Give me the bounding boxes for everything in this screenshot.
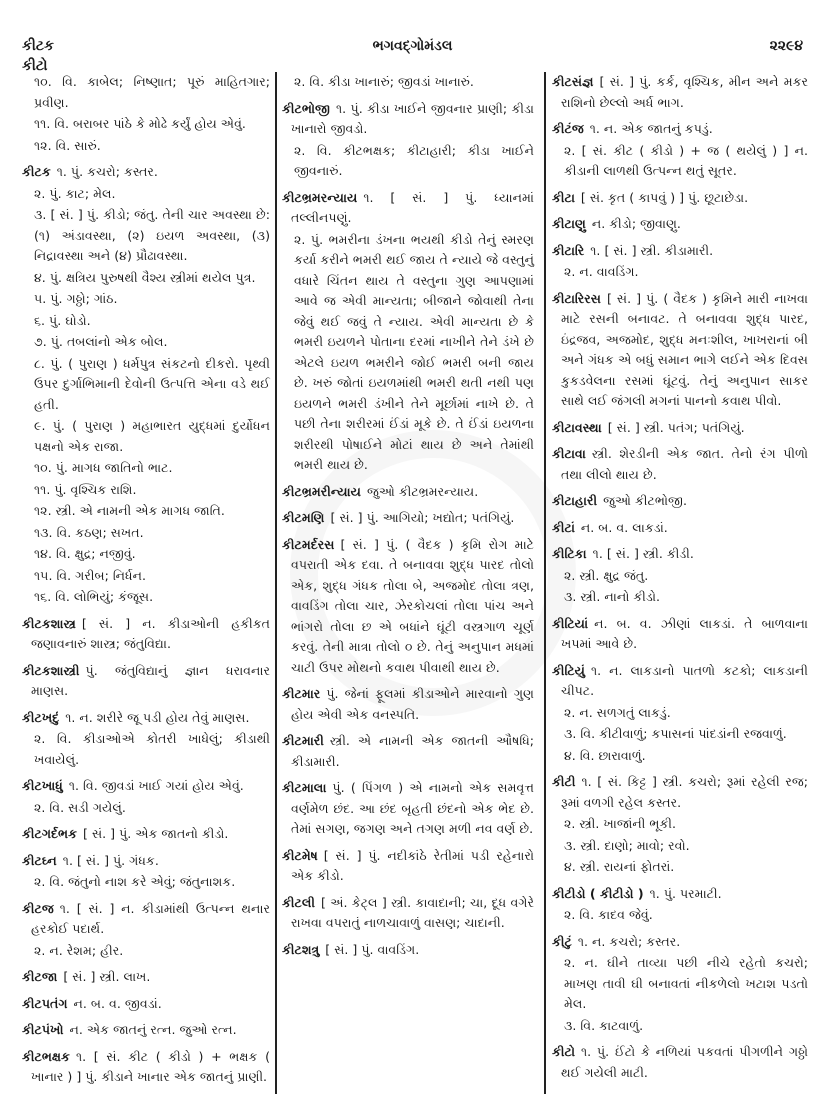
headword: કીટપતંગ xyxy=(22,995,68,1011)
definition-text: ૧. ન. લાકડાનો પાતળો કટકો; લાકડાની ચીપટ. xyxy=(561,662,808,698)
dictionary-entry xyxy=(282,684,534,725)
entry-sense xyxy=(22,205,270,267)
entry-sense xyxy=(22,480,270,501)
definition-text: ૧. ન. કચરો; કસ્તર. xyxy=(577,933,681,949)
headword: કીટજા xyxy=(22,969,58,984)
dictionary-entry xyxy=(282,508,534,529)
entry-sense xyxy=(552,724,808,745)
definition-text: ૨. વિ. કીટભક્ષક; કીટાહારી; કીડા ખાઈને જીવનારું. xyxy=(294,142,534,178)
headword: કીટાં xyxy=(552,519,575,535)
definition-text: ૧. ન. એક જાતનું કપડું. xyxy=(589,121,713,136)
definition-text: ૬. પું. ઘોડો. xyxy=(34,312,91,328)
definition-text: ૧. [ સં. કિટ્ટ ] સ્ત્રી. કચરો; રૂમાં રહેલી રજ; રૂમાં વળગી રહેલ કસ્તર. xyxy=(561,774,808,810)
headword: કીટું xyxy=(552,933,572,949)
dictionary-entry xyxy=(552,614,808,655)
definition-text: પું. જંતુવિદ્યાનું જ્ઞાન ધરાવનાર માણસ. xyxy=(31,662,270,698)
entry-sense xyxy=(22,872,270,893)
entry-sense xyxy=(552,857,808,878)
definition-text: ૧. પું. કીડા ખાઈને જીવનાર પ્રાણી; કીડા ખાનારો જીવડો. xyxy=(291,100,534,136)
entry-sense xyxy=(552,141,808,182)
dictionary-entry xyxy=(552,289,808,412)
entry-sense xyxy=(22,311,270,332)
entry-sense xyxy=(552,905,808,926)
entry-sense xyxy=(22,184,270,205)
dictionary-entry xyxy=(282,188,534,229)
headword: કીટીડો ( કીટીડો ) xyxy=(552,885,644,901)
definition-text: જુઓ કીટભ્રમરન્યાય. xyxy=(366,483,479,499)
definition-text: ૧. [ સં. ] પું. ધ્યાનમાં તલ્લીનપણું. xyxy=(291,189,534,225)
dictionary-entry xyxy=(552,544,808,565)
definition-text: ૨. સ્ત્રી. ક્ષુદ્ર જંતુ. xyxy=(564,567,649,583)
page-number: ૨૨૯૪ xyxy=(769,38,803,54)
entry-sense xyxy=(22,587,270,608)
entry-sense xyxy=(22,268,270,289)
definition-text: ૧. પું. પરમાટી. xyxy=(649,885,722,901)
dictionary-entry xyxy=(282,846,534,887)
entry-sense xyxy=(22,332,270,353)
definition-text: ૧૧. વિ. બરાબર પાંઠે કે મોઢે કર્યું હોય એવું. xyxy=(34,116,246,131)
dictionary-entry xyxy=(552,518,808,539)
headword: કીટકશાસ્ત્ર xyxy=(22,615,76,631)
entry-sense xyxy=(552,814,808,835)
definition-text: ૧૨. વિ. સારું. xyxy=(34,137,101,153)
dictionary-entry xyxy=(22,708,270,729)
definition-text: ૫. પું. ગઠ્ઠો; ગાંઠ. xyxy=(34,291,118,306)
entry-sense xyxy=(22,501,270,522)
headword: કીટારિરસ xyxy=(552,290,601,306)
dictionary-entry xyxy=(22,776,270,797)
entry-sense xyxy=(552,587,808,608)
entry-sense xyxy=(282,230,534,476)
entry-sense xyxy=(22,136,270,157)
definition-text: [ સં. કૃત ( કાપવું ) ] પું. છૂટાછેડા. xyxy=(580,189,749,205)
guide-word-first: કીટક xyxy=(22,38,54,54)
headword: કીટાણુ xyxy=(552,216,586,231)
definition-text: ૨. [ સં. કીટ ( કીડો ) + જ ( થયેલું ) ] ન. કીડાની લાળથી ઉત્પન્ન થતું સૂતર. xyxy=(564,142,808,178)
dictionary-entry xyxy=(282,99,534,140)
headword: કીટમારી xyxy=(282,733,324,748)
definition-text: ૮. પું. ( પુરાણ ) ધર્મપુત્ર સંકટનો દીકરો. પૃથ્વી ઉપર દુર્ગાભિમાની દેવોની ઉત્પત્તિ એના વડે થઈ હતી. xyxy=(34,355,270,412)
entry-sense xyxy=(22,798,270,819)
headword: કીટમણિ xyxy=(282,510,325,525)
definition-text: [ સં. ] સ્ત્રી. લાખ. xyxy=(63,969,151,984)
definition-text: [ સં. ] સ્ત્રી. પતંગ; પતંગિયું. xyxy=(607,419,745,435)
definition-text: ૪. પું. ક્ષત્રિય પુરુષથી વૈશ્ય સ્ત્રીમાં થયેલ પુત્ર. xyxy=(34,269,256,285)
definition-text: ૧. [ સં. ] ન. કીડામાંથી ઉત્પન્ન થનાર હરકોઈ પદાર્થ. xyxy=(31,900,270,936)
dictionary-entry xyxy=(282,940,534,961)
definition-text: ૧. [ સં. કીટ ( કીડો ) + ભક્ષક ( ખાનાર ) ] પું. કીડાને ખાનાર એક જાતનું પ્રાણી. xyxy=(31,1048,270,1084)
headword: કીટગર્દભક xyxy=(22,826,78,841)
dictionary-entry xyxy=(552,214,808,235)
definition-text: પું. ( પિંગળ ) એ નામનો એક સમવૃત્ત વર્ણમેળ છંદ. આ છંદ બૃહતી છંદનો એક ભેદ છે. તેમાં સગણ, જગણ અને તગણ મળી નવ વર્ણ છે. xyxy=(291,780,534,836)
headword: કીટઘ્ન xyxy=(22,852,57,868)
dictionary-entry xyxy=(282,778,534,840)
dictionary-entry xyxy=(22,851,270,872)
definition-text: [ સં. ] પું. ( વૈદક ) કૃમિ રોગ માટે વપરાતી એક દવા. તે બનાવવા શુદ્ધ પારદ તોલો એક, શુદ્ધ ગંધક તોલા બે, અજમોદ તોલા ત્રણ, વાવડિંગ તોલા ચાર, ઝેરકોચલાં તોલા પાંચ અને ભાંગરો તોલા છ એ બધાંને ઘૂંટી વસ્ત્રગાળ ચૂર્ણ કરવું. તેની માત્રા તોલો ૦ છે. તેનું અનુપાન મધમાં ચાટી ઉપર મોથનો કવાથ પીવાથી થાય છે. xyxy=(291,536,534,675)
running-title: ભગવદ્ગોમંડલ xyxy=(372,38,453,54)
headword: કીટજ xyxy=(22,900,54,916)
definition-text: ૨. સ્ત્રી. ખાજાંની ભૂકી. xyxy=(564,816,676,831)
headword: કીટલી xyxy=(282,894,315,910)
entry-sense xyxy=(552,1016,808,1037)
headword: કીટાવા xyxy=(552,446,586,461)
definition-text: ૧. [ સં. ] પું. ગંધક. xyxy=(62,852,159,868)
headword: કીટભક્ષક xyxy=(22,1048,70,1064)
definition-text: [ અં. કેટ્લ ] સ્ત્રી. કાવાદાની; ચા, દૂધ વગેરે રાખવા વપરાતું નાળચાવાળું વાસણ; ચાદાની. xyxy=(291,894,534,930)
entry-sense xyxy=(22,544,270,565)
definition-text: ન. એક જાતનું રત્ન. જુઓ રત્ન. xyxy=(69,1022,237,1037)
definition-text: ૧. પું. કચરો; કસ્તર. xyxy=(56,164,158,179)
headword: કીટભ્રમરીન્યાય xyxy=(282,483,361,499)
headword: કીટાહારી xyxy=(552,493,598,508)
definition-text: ૨. ન. રેશમ; હીર. xyxy=(34,942,124,958)
dictionary-entry xyxy=(22,824,270,845)
definition-text: ૧. વિ. જીવડાં ખાઈ ગયાં હોય એવું. xyxy=(68,778,244,793)
definition-text: ૧. [ સં. ] સ્ત્રી. કીડામારી. xyxy=(590,242,714,258)
headword: કીટિયાં xyxy=(552,615,589,631)
dictionary-entry xyxy=(282,482,534,503)
entry-sense xyxy=(552,746,808,767)
entry-sense xyxy=(552,566,808,587)
entry-sense xyxy=(552,703,808,724)
definition-text: ૩. વિ. કીટીવાળું; કપાસનાં પાંદડાંની રજવાળું. xyxy=(564,726,787,741)
headword: કીટમાર xyxy=(282,686,321,701)
headword: કીટો xyxy=(552,1044,575,1059)
entry-sense xyxy=(552,836,808,857)
headword: કીટક xyxy=(22,164,51,179)
definition-text: ન. બ. વ. ઝીણાં લાકડાં. તે બાળવાના ખપમાં આવે છે. xyxy=(561,615,808,651)
column-divider xyxy=(544,72,546,1094)
entry-sense xyxy=(22,72,270,113)
dictionary-entry xyxy=(552,772,808,813)
definition-text: ૩. સ્ત્રી. દાણો; માવો; રવો. xyxy=(564,837,690,853)
dictionary-entry xyxy=(282,535,534,679)
headword: કીટસંજ્ઞ xyxy=(552,74,594,89)
definition-text: [ સં. ] પું. ( વૈદક ) કૃમિને મારી નાખવા માટે રસની બનાવટ. તે બનાવવા શુદ્ધ પારદ, ઇંદ્રજવ, અજમોદ, શુદ્ધ મનઃશીલ, ખાખરાનાં બી અને ગંધક એ બધું સમાન ભાગે લઈને એક દિવસ કુકડવેલના રસમાં ઘૂંટવું. તેનું અનુપાન સાકર સાથે લઈ જંગલી મગનાં પાનનો કવાથ પીવો. xyxy=(561,290,808,408)
definition-text: ૧. પું. ઈંટો કે નળિયાં પકવતાં પીગળીને ગઠ્ઠો થઈ ગયેલી માટી. xyxy=(561,1044,808,1080)
definition-text: [ સં. ] પું. એક જાતનો કીડો. xyxy=(83,826,229,841)
dictionary-entry xyxy=(22,162,270,183)
definition-text: ૧. [ સં. ] સ્ત્રી. કીડી. xyxy=(592,546,694,561)
definition-text: ૩. સ્ત્રી. નાનો કીડો. xyxy=(564,589,660,604)
guide-word-last: કીટો xyxy=(22,58,48,74)
dictionary-entry xyxy=(22,614,270,655)
entry-sense xyxy=(552,953,808,1015)
definition-text: ન. બ. વ. જીવડાં. xyxy=(73,995,162,1011)
headword: કીટારિ xyxy=(552,242,585,258)
definition-text: ૭. પું. તબલાંનો એક બોલ. xyxy=(34,334,168,349)
definition-text: ૪. સ્ત્રી. રાયનાં ફોતરાં. xyxy=(564,859,675,874)
headword: કીટિયું xyxy=(552,662,585,678)
definition-text: ૨. વિ. કીડા ખાનારું; જીવડાં ખાનારું. xyxy=(294,74,474,89)
headword: કીટખદું xyxy=(22,709,60,725)
definition-text: ન. કીડો; જીવાણુ. xyxy=(591,216,681,231)
definition-text: ૧૪. વિ. ક્ષુદ્ર; નજીવું. xyxy=(34,546,136,561)
entry-sense xyxy=(22,523,270,544)
entry-sense xyxy=(22,941,270,962)
headword: કીટભ્રમરન્યાય xyxy=(282,189,358,205)
dictionary-entry xyxy=(552,884,808,905)
dictionary-entry xyxy=(552,241,808,262)
definition-text: જુઓ કીટભોજી. xyxy=(603,493,687,508)
headword: કીટશત્રુ xyxy=(282,941,320,957)
entry-sense xyxy=(282,141,534,182)
dictionary-entry xyxy=(552,119,808,140)
entry-sense xyxy=(22,566,270,587)
definition-text: ૨. વિ. સડી ગયેલું. xyxy=(34,799,126,815)
definition-text: ૨. ન. સળગતું લાકડું. xyxy=(564,704,671,720)
headword: કીટકશાસ્ત્રી xyxy=(22,662,80,678)
definition-text: પું. જેનાં ફૂલમાં કીડાઓને મારવાનો ગુણ હોય એવી એક વનસ્પતિ. xyxy=(291,686,534,722)
entry-sense xyxy=(22,458,270,479)
dictionary-entry xyxy=(552,491,808,512)
definition-text: ૨. વિ. જંતુનો નાશ કરે એવું; જંતુનાશક. xyxy=(34,874,236,889)
definition-text: ૨. વિ. કાદવ જેવું. xyxy=(564,907,653,922)
dictionary-entry xyxy=(282,893,534,934)
definition-text: ૨. વિ. કીડાઓએ કોતરી ખાધેલું; કીડાથી ખવાયેલું. xyxy=(34,731,270,767)
definition-text: ન. બ. વ. લાકડાં. xyxy=(580,519,668,535)
definition-text: ૧. ન. શરીરે જૂ પડી હોય તેવું માણસ. xyxy=(65,709,250,725)
headword: કીટી xyxy=(552,774,576,789)
column-middle xyxy=(282,72,534,960)
definition-text: [ સં. ] પું. નદીકાંઠે રેતીમાં પડી રહેનારો એક કીડો. xyxy=(291,847,534,883)
headword: કીટમાલા xyxy=(282,780,327,795)
dictionary-entry xyxy=(282,731,534,772)
headword: કીટભોજી xyxy=(282,100,330,116)
entry-sense xyxy=(22,289,270,310)
definition-text: ૧૫. વિ. ગરીબ; નિર્ધન. xyxy=(34,567,146,583)
dictionary-entry xyxy=(22,994,270,1015)
definition-text: ૯. પું. ( પુરાણ ) મહાભારત યુદ્ધમાં દુર્યોધન પક્ષનો એક રાજા. xyxy=(34,418,270,454)
dictionary-entry xyxy=(552,444,808,485)
dictionary-entry xyxy=(22,661,270,702)
dictionary-entry xyxy=(552,1042,808,1083)
headword: કીટપંખો xyxy=(22,1022,64,1037)
definition-text: ૩. [ સં. ] પું. કીડો; જંતુ. તેની ચાર અવસ્થા છે: (૧) અંડાવસ્થા, (૨) ઇયળ અવસ્થા, (૩) નિદ્રાવસ્થા અને (૪) પ્રૌઢાવસ્થા. xyxy=(34,207,270,263)
headword: કીટખાધું xyxy=(22,778,63,793)
entry-sense xyxy=(282,72,534,93)
definition-text: ૨. પું. ભમરીના ડંખના ભયથી કીડો તેનું સ્મરણ કર્યા કરીને ભમરી થઈ જાય તે ન્યાયે જે વસ્તુનું વધારે ચિંતન થાય તે વસ્તુના ગુણ આપણામાં આવે જ એવી માન્યતા; બીજાને જોવાથી તેના જેવું થઈ જવું તે ન્યાય. એવી માન્યતા છે કે ભમરી ઇયળને પોતાના દરમાં નાખીને તેને ડંખે છે એટલે ઇયળ ભમરીને જોઈ ભમરી બની જાય છે. ખરું જોતાં ઇયળમાંથી ભમરી થતી નથી પણ ઇયળને ભમરી ડંખીને તેને મૂર્છામાં નાખે છે. તે પછી તેના શરીરમાં ઈંડાં મૂકે છે. તે ઈંડાં ઇયળના શરીરથી પોષાઈને મોટાં થાય છે અને તેમાંથી ભમરી થાય છે. xyxy=(294,231,534,472)
definition-text: ૧૨. સ્ત્રી. એ નામની એક માગધ જાતિ. xyxy=(34,503,225,518)
definition-text: [ સં. ] પું. વાવડિંગ. xyxy=(325,941,420,957)
dictionary-entry xyxy=(22,899,270,940)
definition-text: ૨. ન. વાવડિંગ. xyxy=(564,264,639,279)
definition-text: ૧૧. પું. વૃશ્ચિક રાશિ. xyxy=(34,481,137,497)
definition-text: ૪. વિ. છારાવાળું. xyxy=(564,747,646,763)
dictionary-entry xyxy=(22,1047,270,1088)
entry-sense xyxy=(22,354,270,416)
column-left xyxy=(22,72,270,1088)
headword: કીટિકા xyxy=(552,546,587,561)
definition-text: [ સં. ] ન. કીડાઓની હકીકત જણાવનારું શાસ્ત્ર; જંતુવિદ્યા. xyxy=(31,615,270,651)
column-divider xyxy=(275,72,277,1094)
definition-text: સ્ત્રી. એ નામની એક જાતની ઔષધિ; કીડામારી. xyxy=(291,733,534,769)
entry-sense xyxy=(22,114,270,135)
headword: કીટાવસ્થા xyxy=(552,419,602,435)
definition-text: ૨. પું. કાટ; મેલ. xyxy=(34,185,116,201)
definition-text: ૩. વિ. કાટવાળું. xyxy=(564,1017,644,1033)
headword: કીટંજ xyxy=(552,121,584,136)
dictionary-entry xyxy=(552,932,808,953)
definition-text: સ્ત્રી. શેરડીની એક જાત. તેનો રંગ પીળો તથા લીલો થાય છે. xyxy=(561,446,808,482)
dictionary-entry xyxy=(552,418,808,439)
definition-text: ૧૬. વિ. લોભિયું; કંજૂસ. xyxy=(34,589,154,604)
entry-sense xyxy=(22,729,270,770)
entry-sense xyxy=(22,416,270,457)
dictionary-entry xyxy=(552,72,808,113)
column-right xyxy=(552,72,808,1083)
dictionary-entry xyxy=(552,188,808,209)
definition-text: ૧૦. પું. માગધ જાતિનો ભાટ. xyxy=(34,460,173,475)
dictionary-entry xyxy=(22,1020,270,1041)
definition-text: ૨. ન. ઘીને તાવ્યા પછી નીચે રહેતો કચરો; માખણ તાવી ઘી બનાવતાં નીકળેલો ખટાશ પડતો મેલ. xyxy=(564,955,808,1011)
headword: કીટમેષ xyxy=(282,847,318,863)
definition-text: [ સં. ] પું. કર્ક, વૃશ્ચિક, મીન અને મકર રાશિનો છેલ્લો અર્ધ ભાગ. xyxy=(561,74,808,110)
definition-text: ૧૩. વિ. કઠણ; સખત. xyxy=(34,524,144,540)
dictionary-entry xyxy=(552,661,808,702)
definition-text: ૧૦. વિ. કાબેલ; નિષ્ણાત; પૂરું માહિતગાર; પ્રવીણ. xyxy=(34,74,270,110)
dictionary-entry xyxy=(22,967,270,988)
entry-sense xyxy=(552,262,808,283)
headword: કીટમર્દરસ xyxy=(282,536,335,552)
definition-text: [ સં. ] પું. આગિયો; ખદ્યોત; પતંગિયું. xyxy=(330,510,515,525)
headword: કીટા xyxy=(552,189,575,205)
